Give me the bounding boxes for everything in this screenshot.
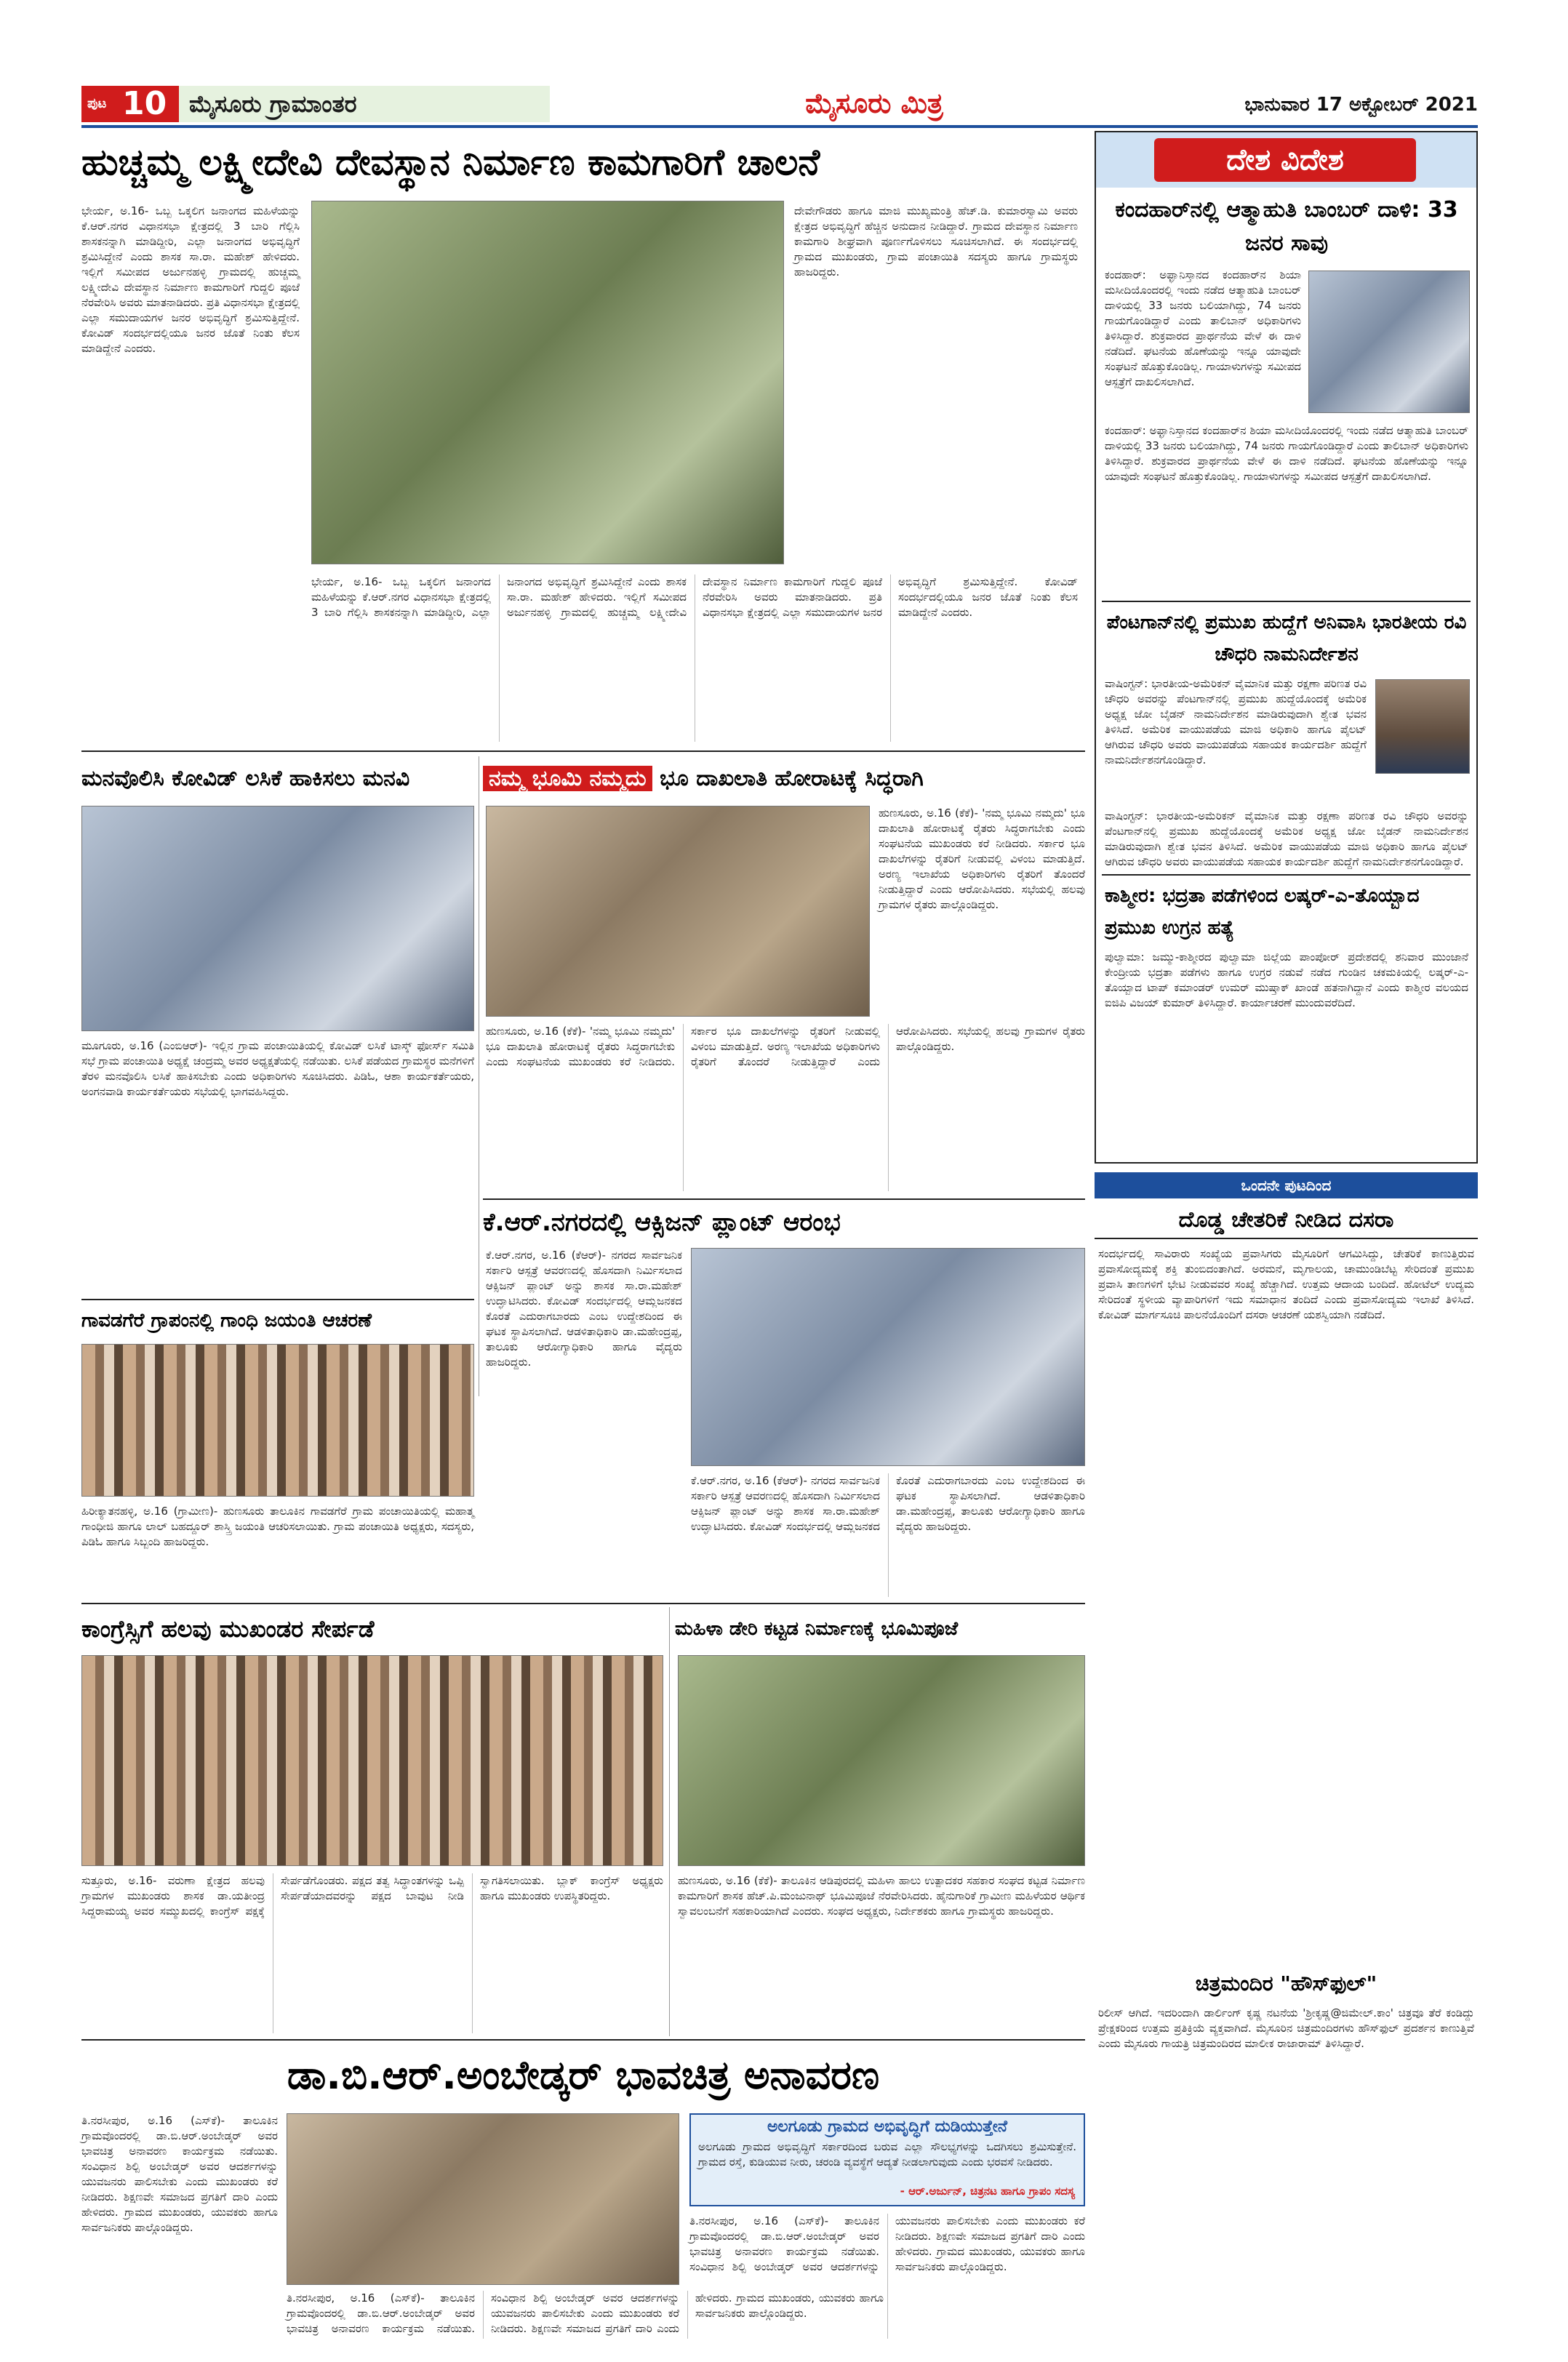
cinema-body: ರಿಲೀಸ್ ಆಗಿದೆ. ಇದರಿಂದಾಗಿ ಡಾರ್ಲಿಂಗ್ ಕೃಷ್ಣ ನಟನೆಯ 'ಶ್ರೀಕೃಷ್ಣ@ಜಿಮೇಲ್.ಕಾಂ' ಚಿತ್ರವೂ ತೆರೆ ಕಂಡಿದ್ದು ಪ್ರೇಕ್ಷಕರಿಂದ ಉತ್ತಮ ಪ್ರತಿಕ್ರಿಯೆ ವ್ಯಕ್ತವಾಗಿದೆ. ಮೈಸೂರಿನ ಚಿತ್ರಮಂದಿರಗಳು ಹೌಸ್‌ಫುಲ್ ಪ್ರದರ್ಶನ ಕಾಣುತ್ತಿವೆ ಎಂದು ಮೈಸೂರು ಗಾಯತ್ರಿ ಚಿತ್ರಮಂದಿರದ ಮಾಲೀಕ ರಾಜಾರಾಮ್ ತಿಳಿಸಿದ್ದಾರೆ. xyxy=(1098,2006,1474,2050)
covid-headline: ಮನವೊಲಿಸಿ ಕೋವಿಡ್ ಲಸಿಕೆ ಹಾಕಿಸಲು ಮನವಿ xyxy=(81,766,410,791)
ambedkar-headline: ಡಾ.ಬಿ.ಆರ್.ಅಂಬೇಡ್ಕರ್ ಭಾವಚಿತ್ರ ಅನಾವರಣ xyxy=(287,2052,880,2098)
covid-body: ಮೂಗೂರು, ಅ.16 (ಎಂಬಿಆರ್)- ಇಲ್ಲಿನ ಗ್ರಾಮ ಪಂಚಾಯಿತಿಯಲ್ಲಿ ಕೋವಿಡ್ ಲಸಿಕೆ ಟಾಸ್ಕ್ ಫೋರ್ಸ್ ಸಮಿತಿ ಸಭೆ ಗ್ರಾಮ ಪಂಚಾಯಿತಿ ಅಧ್ಯಕ್ಷೆ ಚಂದ್ರಮ್ಮ ಅವರ ಅಧ್ಯಕ್ಷತೆಯಲ್ಲಿ ನಡೆಯಿತು. ಲಸಿಕೆ ಪಡೆಯದ ಗ್ರಾಮಸ್ಥರ ಮನೆಗಳಿಗೆ ತೆರಳಿ ಮನವೊಲಿಸಿ ಲಸಿಕೆ ಹಾಕಿಸಬೇಕು ಎಂದು ಅಧಿಕಾರಿಗಳು ಸೂಚಿಸಿದರು. ಪಿಡಿಓ, ಆಶಾ ಕಾರ್ಯಕರ್ತೆಯರು, ಅಂಗನವಾಡಿ ಕಾರ್ಯಕರ್ತೆಯರು ಸಭೆಯಲ್ಲಿ ಭಾಗವಹಿಸಿದ್ದರು. xyxy=(81,1039,474,1098)
masthead xyxy=(81,81,1478,125)
from-first-page-headline: ದೊಡ್ಡ ಚೇತರಿಕೆ ನೀಡಿದ ದಸರಾ xyxy=(1095,1201,1478,1239)
issue-date: ಭಾನುವಾರ 17 ಅಕ್ಟೋಬರ್ 2021 xyxy=(1244,94,1478,116)
dairy-headline: ಮಹಿಳಾ ಡೇರಿ ಕಟ್ಟಡ ನಿರ್ಮಾಣಕ್ಕೆ ಭೂಮಿಪೂಜೆ xyxy=(675,1618,959,1640)
alagudu-body: ಅಲಗೂಡು ಗ್ರಾಮದ ಅಭಿವೃದ್ಧಿಗೆ ಸರ್ಕಾರದಿಂದ ಬರುವ ಎಲ್ಲಾ ಸೌಲಭ್ಯಗಳನ್ನು ಒದಗಿಸಲು ಶ್ರಮಿಸುತ್ತೇನೆ. ಗ್ರಾಮದ ರಸ್ತೆ, ಕುಡಿಯುವ ನೀರು, ಚರಂಡಿ ವ್ಯವಸ್ಥೆಗೆ ಆದ್ಯತೆ ನೀಡಲಾಗುವುದು ಎಂದು ಭರವಸೆ ನೀಡಿದರು. xyxy=(698,2140,1076,2169)
story1-body: ಕಂದಹಾರ್: ಅಫ್ಘಾನಿಸ್ತಾನದ ಕಂದಹಾರ್‌ನ ಶಿಯಾ ಮಸೀದಿಯೊಂದರಲ್ಲಿ ಇಂದು ನಡೆದ ಆತ್ಮಾಹುತಿ ಬಾಂಬರ್ ದಾಳಿಯಲ್ಲಿ 33 ಜನರು ಬಲಿಯಾಗಿದ್ದು, 74 ಜನರು ಗಾಯಗೊಂಡಿದ್ದಾರೆ ಎಂದು ತಾಲಿಬಾನ್ ಅಧಿಕಾರಿಗಳು ತಿಳಿಸಿದ್ದಾರೆ. ಶುಕ್ರವಾರದ ಪ್ರಾರ್ಥನೆಯ ವೇಳೆ ಈ ದಾಳಿ ನಡೆದಿದೆ. ಘಟನೆಯ ಹೊಣೆಯನ್ನು ಇನ್ನೂ ಯಾವುದೇ ಸಂಘಟನೆ ಹೊತ್ತುಕೊಂಡಿಲ್ಲ. ಗಾಯಾಳುಗಳನ್ನು ಸಮೀಪದ ಆಸ್ಪತ್ರೆಗೆ ದಾಖಲಿಸಲಾಗಿದೆ. xyxy=(1105,268,1301,388)
bottom-rule xyxy=(81,2039,1085,2041)
desha-videsha-banner-text: ದೇಶ ವಿದೇಶ xyxy=(1154,138,1416,182)
oxygen-headline: ಕೆ.ಆರ್.ನಗರದಲ್ಲಿ ಆಕ್ಸಿಜನ್ ಪ್ಲಾಂಟ್ ಆರಂಭ xyxy=(483,1198,1085,1244)
congress-photo xyxy=(81,1655,663,1866)
congress-headline: ಕಾಂಗ್ರೆಸ್ಸಿಗೆ ಹಲವು ಮುಖಂಡರ ಸೇರ್ಪಡೆ xyxy=(81,1615,375,1643)
alagudu-sidebar xyxy=(689,2113,1085,2206)
ambedkar-photo xyxy=(287,2113,679,2285)
alagudu-signature: - ಆರ್.ಅರ್ಜುನ್, ಚಿತ್ರನಟ ಹಾಗೂ ಗ್ರಾಪಂ ಸದಸ್ಯ xyxy=(900,2185,1075,2198)
page-number: 10 xyxy=(122,85,167,122)
lead-photo xyxy=(311,201,784,564)
story1-rule xyxy=(1102,601,1471,602)
page-number-box xyxy=(81,86,179,122)
story2-portrait xyxy=(1375,679,1470,774)
story2-body-continued: ವಾಷಿಂಗ್ಟನ್: ಭಾರತೀಯ-ಅಮೆರಿಕನ್ ವೈಮಾನಿಕ ಮತ್ತು ರಕ್ಷಣಾ ಪರಿಣತ ರವಿ ಚೌಧರಿ ಅವರನ್ನು ಪೆಂಟಗಾನ್‌ನಲ್ಲಿ ಪ್ರಮುಖ ಹುದ್ದೆಯೊಂದಕ್ಕೆ ಅಮೆರಿಕ ಅಧ್ಯಕ್ಷ ಜೋ ಬೈಡನ್ ನಾಮನಿರ್ದೇಶನ ಮಾಡಿರುವುದಾಗಿ ಶ್ವೇತ ಭವನ ತಿಳಿಸಿದೆ. ಅಮೆರಿಕ ವಾಯುಪಡೆಯ ಮಾಜಿ ಅಧಿಕಾರಿ ಹಾಗೂ ಪೈಲಟ್ ಆಗಿರುವ ಚೌಧರಿ ಅವರು ವಾಯುಪಡೆಯ ಸಹಾಯಕ ಕಾರ್ಯದರ್ಶಿ ಹುದ್ದೆಗೆ ನಾಮನಿರ್ದೇಶನಗೊಂಡಿದ್ದಾರೆ. xyxy=(1105,809,1468,868)
story2-headline: ಪೆಂಟಗಾನ್‌ನಲ್ಲಿ ಪ್ರಮುಖ ಹುದ್ದೆಗೆ ಅನಿವಾಸಿ ಭಾರತೀಯ ರವಿ ಚೌಧರಿ ನಾಮನಿರ್ದೇಶನ xyxy=(1106,612,1467,665)
story2-rule xyxy=(1102,874,1471,876)
land-headline-rest: ಭೂ ದಾಖಲಾತಿ ಹೋರಾಟಕ್ಕೆ ಸಿದ್ಧರಾಗಿ xyxy=(660,766,924,791)
section-label: ಮೈಸೂರು ಗ್ರಾಮಾಂತರ xyxy=(179,86,550,122)
lead-rule xyxy=(81,750,1085,752)
congress-dairy-divider xyxy=(669,1607,670,2036)
covid-photo xyxy=(81,806,474,1031)
from-first-page-banner-text: ಒಂದನೇ ಪುಟದಿಂದ xyxy=(1241,1177,1332,1194)
desha-videsha-banner xyxy=(1096,132,1476,188)
ambedkar-body-continued: ತಿ.ನರಸೀಪುರ, ಅ.16 (ಎಸ್‌ಕೆ)- ತಾಲೂಕಿನ ಗ್ರಾಮವೊಂದರಲ್ಲಿ ಡಾ.ಬಿ.ಆರ್.ಅಂಬೇಡ್ಕರ್ ಅವರ ಭಾವಚಿತ್ರ ಅನಾವರಣ ಕಾರ್ಯಕ್ರಮ ನಡೆಯಿತು. ಸಂವಿಧಾನ ಶಿಲ್ಪಿ ಅಂಬೇಡ್ಕರ್ ಅವರ ಆದರ್ಶಗಳನ್ನು ಯುವಜನರು ಪಾಲಿಸಬೇಕು ಎಂದು ಮುಖಂಡರು ಕರೆ ನೀಡಿದರು. ಶಿಕ್ಷಣವೇ ಸಮಾಜದ ಪ್ರಗತಿಗೆ ದಾರಿ ಎಂದು ಹೇಳಿದರು. ಗ್ರಾಮದ ಮುಖಂಡರು, ಯುವಕರು ಹಾಗೂ ಸಾರ್ವಜನಿಕರು ಪಾಲ್ಗೊಂಡಿದ್ದರು. xyxy=(287,2291,884,2335)
story2-body: ವಾಷಿಂಗ್ಟನ್: ಭಾರತೀಯ-ಅಮೆರಿಕನ್ ವೈಮಾನಿಕ ಮತ್ತು ರಕ್ಷಣಾ ಪರಿಣತ ರವಿ ಚೌಧರಿ ಅವರನ್ನು ಪೆಂಟಗಾನ್‌ನಲ್ಲಿ ಪ್ರಮುಖ ಹುದ್ದೆಯೊಂದಕ್ಕೆ ಅಮೆರಿಕ ಅಧ್ಯಕ್ಷ ಜೋ ಬೈಡನ್ ನಾಮನಿರ್ದೇಶನ ಮಾಡಿರುವುದಾಗಿ ಶ್ವೇತ ಭವನ ತಿಳಿಸಿದೆ. ಅಮೆರಿಕ ವಾಯುಪಡೆಯ ಮಾಜಿ ಅಧಿಕಾರಿ ಹಾಗೂ ಪೈಲಟ್ ಆಗಿರುವ ಚೌಧರಿ ಅವರು ವಾಯುಪಡೆಯ ಸಹಾಯಕ ಕಾರ್ಯದರ್ಶಿ ಹುದ್ದೆಗೆ ನಾಮನಿರ್ದೇಶನಗೊಂಡಿದ್ದಾರೆ. xyxy=(1105,677,1367,766)
land-body-side: ಹುಣಸೂರು, ಅ.16 (ಕೆಕೆ)- 'ನಮ್ಮ ಭೂಮಿ ನಮ್ಮದು' ಭೂ ದಾಖಲಾತಿ ಹೋರಾಟಕ್ಕೆ ರೈತರು ಸಿದ್ಧರಾಗಬೇಕು ಎಂದು ಸಂಘಟನೆಯ ಮುಖಂಡರು ಕರೆ ನೀಡಿದರು. ಸರ್ಕಾರ ಭೂ ದಾಖಲೆಗಳನ್ನು ರೈತರಿಗೆ ನೀಡುವಲ್ಲಿ ವಿಳಂಬ ಮಾಡುತ್ತಿದೆ. ಅರಣ್ಯ ಇಲಾಖೆಯ ಅಧಿಕಾರಿಗಳು ರೈತರಿಗೆ ತೊಂದರೆ ನೀಡುತ್ತಿದ್ದಾರೆ ಎಂದು ಆರೋಪಿಸಿದರು. ಸಭೆಯಲ್ಲಿ ಹಲವು ಗ್ರಾಮಗಳ ರೈತರು ಪಾಲ್ಗೊಂಡಿದ್ದರು. xyxy=(879,806,1085,911)
alagudu-headline: ಅಲಗೂಡು ಗ್ರಾಮದ ಅಭಿವೃದ್ಧಿಗೆ ದುಡಿಯುತ್ತೇನೆ xyxy=(767,2118,1008,2136)
story1-body-continued: ಕಂದಹಾರ್: ಅಫ್ಘಾನಿಸ್ತಾನದ ಕಂದಹಾರ್‌ನ ಶಿಯಾ ಮಸೀದಿಯೊಂದರಲ್ಲಿ ಇಂದು ನಡೆದ ಆತ್ಮಾಹುತಿ ಬಾಂಬರ್ ದಾಳಿಯಲ್ಲಿ 33 ಜನರು ಬಲಿಯಾಗಿದ್ದು, 74 ಜನರು ಗಾಯಗೊಂಡಿದ್ದಾರೆ ಎಂದು ತಾಲಿಬಾನ್ ಅಧಿಕಾರಿಗಳು ತಿಳಿಸಿದ್ದಾರೆ. ಶುಕ್ರವಾರದ ಪ್ರಾರ್ಥನೆಯ ವೇಳೆ ಈ ದಾಳಿ ನಡೆದಿದೆ. ಘಟನೆಯ ಹೊಣೆಯನ್ನು ಇನ್ನೂ ಯಾವುದೇ ಸಂಘಟನೆ ಹೊತ್ತುಕೊಂಡಿಲ್ಲ. ಗಾಯಾಳುಗಳನ್ನು ಸಮೀಪದ ಆಸ್ಪತ್ರೆಗೆ ದಾಖಲಿಸಲಾಗಿದೆ. xyxy=(1105,424,1468,483)
gandhi-headline: ಗಾವಡಗೆರೆ ಗ್ರಾಪಂನಲ್ಲಿ ಗಾಂಧಿ ಜಯಂತಿ ಆಚರಣೆ xyxy=(81,1299,474,1340)
land-headline-highlight: ನಮ್ಮ ಭೂಮಿ ನಮ್ಮದು xyxy=(483,766,652,791)
congress-body: ಸುತ್ತೂರು, ಅ.16- ವರುಣಾ ಕ್ಷೇತ್ರದ ಹಲವು ಗ್ರಾಮಗಳ ಮುಖಂಡರು ಶಾಸಕ ಡಾ.ಯತೀಂದ್ರ ಸಿದ್ದರಾಮಯ್ಯ ಅವರ ಸಮ್ಮುಖದಲ್ಲಿ ಕಾಂಗ್ರೆಸ್ ಪಕ್ಷಕ್ಕೆ ಸೇರ್ಪಡೆಗೊಂಡರು. ಪಕ್ಷದ ತತ್ವ ಸಿದ್ಧಾಂತಗಳನ್ನು ಒಪ್ಪಿ ಸೇರ್ಪಡೆಯಾದವರನ್ನು ಪಕ್ಷದ ಬಾವುಟ ನೀಡಿ ಸ್ವಾಗತಿಸಲಾಯಿತು. ಬ್ಲಾಕ್ ಕಾಂಗ್ರೆಸ್ ಅಧ್ಯಕ್ಷರು ಹಾಗೂ ಮುಖಂಡರು ಉಪಸ್ಥಿತರಿದ್ದರು. xyxy=(81,1874,663,1918)
from-first-page-body: ಸಂದರ್ಭದಲ್ಲಿ ಸಾವಿರಾರು ಸಂಖ್ಯೆಯ ಪ್ರವಾಸಿಗರು ಮೈಸೂರಿಗೆ ಆಗಮಿಸಿದ್ದು, ಚೇತರಿಕೆ ಕಾಣುತ್ತಿರುವ ಪ್ರವಾಸೋದ್ಯಮಕ್ಕೆ ಶಕ್ತಿ ತುಂಬಿದಂತಾಗಿದೆ. ಅರಮನೆ, ಮೃಗಾಲಯ, ಚಾಮುಂಡಿಬೆಟ್ಟ ಸೇರಿದಂತೆ ಪ್ರಮುಖ ಪ್ರವಾಸಿ ತಾಣಗಳಿಗೆ ಭೇಟಿ ನೀಡುವವರ ಸಂಖ್ಯೆ ಹೆಚ್ಚಾಗಿದೆ. ಉತ್ತಮ ಆದಾಯ ಬಂದಿದೆ. ಹೋಟೆಲ್ ಉದ್ಯಮ ಸೇರಿದಂತೆ ಸ್ಥಳೀಯ ವ್ಯಾಪಾರಿಗಳಿಗೆ ಇದು ಸಮಾಧಾನ ತಂದಿದೆ ಎಂದು ಪ್ರವಾಸೋದ್ಯಮ ಇಲಾಖೆ ತಿಳಿಸಿದೆ. ಕೋವಿಡ್ ಮಾರ್ಗಸೂಚಿ ಪಾಲನೆಯೊಂದಿಗೆ ದಸರಾ ಆಚರಣೆ ಯಶಸ್ವಿಯಾಗಿ ನಡೆದಿದೆ. xyxy=(1098,1247,1474,1321)
mid-rule xyxy=(81,1603,1085,1604)
land-headline xyxy=(483,756,1085,801)
story3-headline: ಕಾಶ್ಮೀರ: ಭದ್ರತಾ ಪಡೆಗಳಿಂದ ಲಷ್ಕರ್-ಎ-ತೊಯ್ಬಾದ ಪ್ರಮುಖ ಉಗ್ರನ ಹತ್ಯೆ xyxy=(1105,885,1420,939)
from-first-page-banner xyxy=(1095,1172,1478,1198)
oxygen-body: ಕೆ.ಆರ್.ನಗರ, ಅ.16 (ಕೆಆರ್)- ನಗರದ ಸಾರ್ವಜನಿಕ ಸರ್ಕಾರಿ ಆಸ್ಪತ್ರೆ ಆವರಣದಲ್ಲಿ ಹೊಸದಾಗಿ ನಿರ್ಮಿಸಲಾದ ಆಕ್ಸಿಜನ್ ಪ್ಲಾಂಟ್ ಅನ್ನು ಶಾಸಕ ಸಾ.ರಾ.ಮಹೇಶ್ ಉದ್ಘಾಟಿಸಿದರು. ಕೋವಿಡ್ ಸಂದರ್ಭದಲ್ಲಿ ಆಮ್ಲಜನಕದ ಕೊರತೆ ಎದುರಾಗಬಾರದು ಎಂಬ ಉದ್ದೇಶದಿಂದ ಈ ಘಟಕ ಸ್ಥಾಪಿಸಲಾಗಿದೆ. ಆಡಳಿತಾಧಿಕಾರಿ ಡಾ.ಮಹೇಂದ್ರಪ್ಪ, ತಾಲೂಕು ಆರೋಗ್ಯಾಧಿಕಾರಿ ಹಾಗೂ ವೈದ್ಯರು ಹಾಜರಿದ್ದರು. xyxy=(486,1249,682,1369)
oxygen-photo xyxy=(691,1248,1085,1466)
cinema-headline: ಚಿತ್ರಮಂದಿರ "ಹೌಸ್‌ಫುಲ್" xyxy=(1195,1971,1377,1995)
paper-name: ಮೈಸೂರು ಮಿತ್ರ xyxy=(805,87,943,119)
ambedkar-body: ತಿ.ನರಸೀಪುರ, ಅ.16 (ಎಸ್‌ಕೆ)- ತಾಲೂಕಿನ ಗ್ರಾಮವೊಂದರಲ್ಲಿ ಡಾ.ಬಿ.ಆರ್.ಅಂಬೇಡ್ಕರ್ ಅವರ ಭಾವಚಿತ್ರ ಅನಾವರಣ ಕಾರ್ಯಕ್ರಮ ನಡೆಯಿತು. ಸಂವಿಧಾನ ಶಿಲ್ಪಿ ಅಂಬೇಡ್ಕರ್ ಅವರ ಆದರ್ಶಗಳನ್ನು ಯುವಜನರು ಪಾಲಿಸಬೇಕು ಎಂದು ಮುಖಂಡರು ಕರೆ ನೀಡಿದರು. ಶಿಕ್ಷಣವೇ ಸಮಾಜದ ಪ್ರಗತಿಗೆ ದಾರಿ ಎಂದು ಹೇಳಿದರು. ಗ್ರಾಮದ ಮುಖಂಡರು, ಯುವಕರು ಹಾಗೂ ಸಾರ್ವಜನಿಕರು ಪಾಲ್ಗೊಂಡಿದ್ದರು. xyxy=(81,2114,278,2234)
story1-headline: ಕಂದಹಾರ್‌ನಲ್ಲಿ ಆತ್ಮಾಹುತಿ ಬಾಂಬರ್ ದಾಳಿ: 33 ಜನರ ಸಾವು xyxy=(1115,197,1458,256)
story1-photo xyxy=(1308,271,1470,413)
dairy-body: ಹುಣಸೂರು, ಅ.16 (ಕೆಕೆ)- ತಾಲೂಕಿನ ಆಡಿಪುರದಲ್ಲಿ ಮಹಿಳಾ ಹಾಲು ಉತ್ಪಾದಕರ ಸಹಕಾರ ಸಂಘದ ಕಟ್ಟಡ ನಿರ್ಮಾಣ ಕಾಮಗಾರಿಗೆ ಶಾಸಕ ಹೆಚ್.ಪಿ.ಮಂಜುನಾಥ್ ಭೂಮಿಪೂಜೆ ನೆರವೇರಿಸಿದರು. ಹೈನುಗಾರಿಕೆ ಗ್ರಾಮೀಣ ಮಹಿಳೆಯರ ಆರ್ಥಿಕ ಸ್ವಾವಲಂಬನೆಗೆ ಸಹಕಾರಿಯಾಗಿದೆ ಎಂದರು. ಸಂಘದ ಅಧ್ಯಕ್ಷರು, ನಿರ್ದೇಶಕರು ಹಾಗೂ ಗ್ರಾಮಸ್ಥರು ಹಾಜರಿದ್ದರು. xyxy=(678,1874,1085,1918)
lead-body-right: ದೇವೇಗೌಡರು ಹಾಗೂ ಮಾಜಿ ಮುಖ್ಯಮಂತ್ರಿ ಹೆಚ್.ಡಿ. ಕುಮಾರಸ್ವಾಮಿ ಅವರು ಕ್ಷೇತ್ರದ ಅಭಿವೃದ್ಧಿಗೆ ಹೆಚ್ಚಿನ ಅನುದಾನ ನೀಡಿದ್ದಾರೆ. ಗ್ರಾಮದ ದೇವಸ್ಥಾನ ನಿರ್ಮಾಣ ಕಾಮಗಾರಿ ಶೀಘ್ರವಾಗಿ ಪೂರ್ಣಗೊಳಿಸಲು ಸೂಚಿಸಲಾಗಿದೆ. ಈ ಸಂದರ್ಭದಲ್ಲಿ ಗ್ರಾಮದ ಮುಖಂಡರು, ಗ್ರಾಮ ಪಂಚಾಯಿತಿ ಸದಸ್ಯರು ಹಾಗೂ ಗ್ರಾಮಸ್ಥರು ಹಾಜರಿದ್ದರು. xyxy=(794,204,1078,279)
dairy-photo xyxy=(678,1655,1085,1866)
lead-headline: ಹುಚ್ಚಮ್ಮ ಲಕ್ಷ್ಮೀದೇವಿ ದೇವಸ್ಥಾನ ನಿರ್ಮಾಣ ಕಾಮಗಾರಿಗೆ ಚಾಲನೆ xyxy=(81,141,820,183)
land-photo xyxy=(486,806,870,1017)
lead-body-continued: ಭೇರ್ಯ, ಅ.16- ಒಬ್ಬ ಒಕ್ಕಲಿಗ ಜನಾಂಗದ ಮಹಿಳೆಯನ್ನು ಕೆ.ಆರ್.ನಗರ ವಿಧಾನಸಭಾ ಕ್ಷೇತ್ರದಲ್ಲಿ 3 ಬಾರಿ ಗೆಲ್ಲಿಸಿ ಶಾಸಕನನ್ನಾಗಿ ಮಾಡಿದ್ದೀರಿ, ಎಲ್ಲಾ ಜನಾಂಗದ ಅಭಿವೃದ್ಧಿಗೆ ಶ್ರಮಿಸಿದ್ದೇನೆ ಎಂದು ಶಾಸಕ ಸಾ.ರಾ. ಮಹೇಶ್ ಹೇಳಿದರು. ಇಲ್ಲಿಗೆ ಸಮೀಪದ ಅರ್ಜುನಹಳ್ಳಿ ಗ್ರಾಮದಲ್ಲಿ ಹುಚ್ಚಮ್ಮ ಲಕ್ಷ್ಮೀದೇವಿ ದೇವಸ್ಥಾನ ನಿರ್ಮಾಣ ಕಾಮಗಾರಿಗೆ ಗುದ್ದಲಿ ಪೂಜೆ ನೆರವೇರಿಸಿ ಅವರು ಮಾತನಾಡಿದರು. ಪ್ರತಿ ವಿಧಾನಸಭಾ ಕ್ಷೇತ್ರದಲ್ಲಿ ಎಲ್ಲಾ ಸಮುದಾಯಗಳ ಜನರ ಅಭಿವೃದ್ಧಿಗೆ ಶ್ರಮಿಸುತ್ತಿದ್ದೇನೆ. ಕೋವಿಡ್ ಸಂದರ್ಭದಲ್ಲಿಯೂ ಜನರ ಜೊತೆ ನಿಂತು ಕೆಲಸ ಮಾಡಿದ್ದೇನೆ ಎಂದರು. xyxy=(311,575,1078,619)
page-label: ಪುಟ xyxy=(87,96,107,111)
desha-videsha-box xyxy=(1095,131,1478,1164)
gandhi-photo xyxy=(81,1344,474,1497)
gandhi-body: ಹಿರೀಕ್ಯಾತನಹಳ್ಳಿ, ಅ.16 (ಗ್ರಾಮೀಣ)- ಹುಣಸೂರು ತಾಲೂಕಿನ ಗಾವಡಗೆರೆ ಗ್ರಾಮ ಪಂಚಾಯಿತಿಯಲ್ಲಿ ಮಹಾತ್ಮ ಗಾಂಧೀಜಿ ಹಾಗೂ ಲಾಲ್ ಬಹದ್ದೂರ್ ಶಾಸ್ತ್ರಿ ಜಯಂತಿ ಆಚರಿಸಲಾಯಿತು. ಗ್ರಾಮ ಪಂಚಾಯಿತಿ ಅಧ್ಯಕ್ಷರು, ಸದಸ್ಯರು, ಪಿಡಿಓ ಹಾಗೂ ಸಿಬ್ಬಂದಿ ಹಾಜರಿದ್ದರು. xyxy=(81,1505,474,1548)
ambedkar-body-right: ತಿ.ನರಸೀಪುರ, ಅ.16 (ಎಸ್‌ಕೆ)- ತಾಲೂಕಿನ ಗ್ರಾಮವೊಂದರಲ್ಲಿ ಡಾ.ಬಿ.ಆರ್.ಅಂಬೇಡ್ಕರ್ ಅವರ ಭಾವಚಿತ್ರ ಅನಾವರಣ ಕಾರ್ಯಕ್ರಮ ನಡೆಯಿತು. ಸಂವಿಧಾನ ಶಿಲ್ಪಿ ಅಂಬೇಡ್ಕರ್ ಅವರ ಆದರ್ಶಗಳನ್ನು ಯುವಜನರು ಪಾಲಿಸಬೇಕು ಎಂದು ಮುಖಂಡರು ಕರೆ ನೀಡಿದರು. ಶಿಕ್ಷಣವೇ ಸಮಾಜದ ಪ್ರಗತಿಗೆ ದಾರಿ ಎಂದು ಹೇಳಿದರು. ಗ್ರಾಮದ ಮುಖಂಡರು, ಯುವಕರು ಹಾಗೂ ಸಾರ್ವಜನಿಕರು ಪಾಲ್ಗೊಂಡಿದ್ದರು. xyxy=(689,2214,1085,2273)
story3-body: ಪುಲ್ವಾಮಾ: ಜಮ್ಮು-ಕಾಶ್ಮೀರದ ಪುಲ್ವಾಮಾ ಜಿಲ್ಲೆಯ ಪಾಂಪೋರ್ ಪ್ರದೇಶದಲ್ಲಿ ಶನಿವಾರ ಮುಂಜಾನೆ ಕೇಂದ್ರೀಯ ಭದ್ರತಾ ಪಡೆಗಳು ಹಾಗೂ ಉಗ್ರರ ನಡುವೆ ನಡೆದ ಗುಂಡಿನ ಚಕಮಕಿಯಲ್ಲಿ ಲಷ್ಕರ್-ಎ-ತೊಯ್ಬಾದ ಟಾಪ್ ಕಮಾಂಡರ್ ಉಮರ್ ಮುಷ್ತಾಕ್ ಖಾಂಡೆ ಹತನಾಗಿದ್ದಾನೆ ಎಂದು ಕಾಶ್ಮೀರ ವಲಯದ ಐಜಿಪಿ ವಿಜಯ್ ಕುಮಾರ್ ತಿಳಿಸಿದ್ದಾರೆ. ಕಾರ್ಯಾಚರಣೆ ಮುಂದುವರೆದಿದೆ. xyxy=(1105,950,1468,1009)
land-body: ಹುಣಸೂರು, ಅ.16 (ಕೆಕೆ)- 'ನಮ್ಮ ಭೂಮಿ ನಮ್ಮದು' ಭೂ ದಾಖಲಾತಿ ಹೋರಾಟಕ್ಕೆ ರೈತರು ಸಿದ್ಧರಾಗಬೇಕು ಎಂದು ಸಂಘಟನೆಯ ಮುಖಂಡರು ಕರೆ ನೀಡಿದರು. ಸರ್ಕಾರ ಭೂ ದಾಖಲೆಗಳನ್ನು ರೈತರಿಗೆ ನೀಡುವಲ್ಲಿ ವಿಳಂಬ ಮಾಡುತ್ತಿದೆ. ಅರಣ್ಯ ಇಲಾಖೆಯ ಅಧಿಕಾರಿಗಳು ರೈತರಿಗೆ ತೊಂದರೆ ನೀಡುತ್ತಿದ್ದಾರೆ ಎಂದು ಆರೋಪಿಸಿದರು. ಸಭೆಯಲ್ಲಿ ಹಲವು ಗ್ರಾಮಗಳ ರೈತರು ಪಾಲ್ಗೊಂಡಿದ್ದರು. xyxy=(486,1025,1085,1068)
oxygen-body-continued: ಕೆ.ಆರ್.ನಗರ, ಅ.16 (ಕೆಆರ್)- ನಗರದ ಸಾರ್ವಜನಿಕ ಸರ್ಕಾರಿ ಆಸ್ಪತ್ರೆ ಆವರಣದಲ್ಲಿ ಹೊಸದಾಗಿ ನಿರ್ಮಿಸಲಾದ ಆಕ್ಸಿಜನ್ ಪ್ಲಾಂಟ್ ಅನ್ನು ಶಾಸಕ ಸಾ.ರಾ.ಮಹೇಶ್ ಉದ್ಘಾಟಿಸಿದರು. ಕೋವಿಡ್ ಸಂದರ್ಭದಲ್ಲಿ ಆಮ್ಲಜನಕದ ಕೊರತೆ ಎದುರಾಗಬಾರದು ಎಂಬ ಉದ್ದೇಶದಿಂದ ಈ ಘಟಕ ಸ್ಥಾಪಿಸಲಾಗಿದೆ. ಆಡಳಿತಾಧಿಕಾರಿ ಡಾ.ಮಹೇಂದ್ರಪ್ಪ, ತಾಲೂಕು ಆರೋಗ್ಯಾಧಿಕಾರಿ ಹಾಗೂ ವೈದ್ಯರು ಹಾಜರಿದ್ದರು. xyxy=(691,1474,1085,1533)
masthead-rule xyxy=(81,125,1478,128)
lead-body-left: ಭೇರ್ಯ, ಅ.16- ಒಬ್ಬ ಒಕ್ಕಲಿಗ ಜನಾಂಗದ ಮಹಿಳೆಯನ್ನು ಕೆ.ಆರ್.ನಗರ ವಿಧಾನಸಭಾ ಕ್ಷೇತ್ರದಲ್ಲಿ 3 ಬಾರಿ ಗೆಲ್ಲಿಸಿ ಶಾಸಕನನ್ನಾಗಿ ಮಾಡಿದ್ದೀರಿ, ಎಲ್ಲಾ ಜನಾಂಗದ ಅಭಿವೃದ್ಧಿಗೆ ಶ್ರಮಿಸಿದ್ದೇನೆ ಎಂದು ಶಾಸಕ ಸಾ.ರಾ. ಮಹೇಶ್ ಹೇಳಿದರು. ಇಲ್ಲಿಗೆ ಸಮೀಪದ ಅರ್ಜುನಹಳ್ಳಿ ಗ್ರಾಮದಲ್ಲಿ ಹುಚ್ಚಮ್ಮ ಲಕ್ಷ್ಮೀದೇವಿ ದೇವಸ್ಥಾನ ನಿರ್ಮಾಣ ಕಾಮಗಾರಿಗೆ ಗುದ್ದಲಿ ಪೂಜೆ ನೆರವೇರಿಸಿ ಅವರು ಮಾತನಾಡಿದರು. ಪ್ರತಿ ವಿಧಾನಸಭಾ ಕ್ಷೇತ್ರದಲ್ಲಿ ಎಲ್ಲಾ ಸಮುದಾಯಗಳ ಜನರ ಅಭಿವೃದ್ಧಿಗೆ ಶ್ರಮಿಸುತ್ತಿದ್ದೇನೆ. ಕೋವಿಡ್ ಸಂದರ್ಭದಲ್ಲಿಯೂ ಜನರ ಜೊತೆ ನಿಂತು ಕೆಲಸ ಮಾಡಿದ್ದೇನೆ ಎಂದರು. xyxy=(81,204,300,355)
